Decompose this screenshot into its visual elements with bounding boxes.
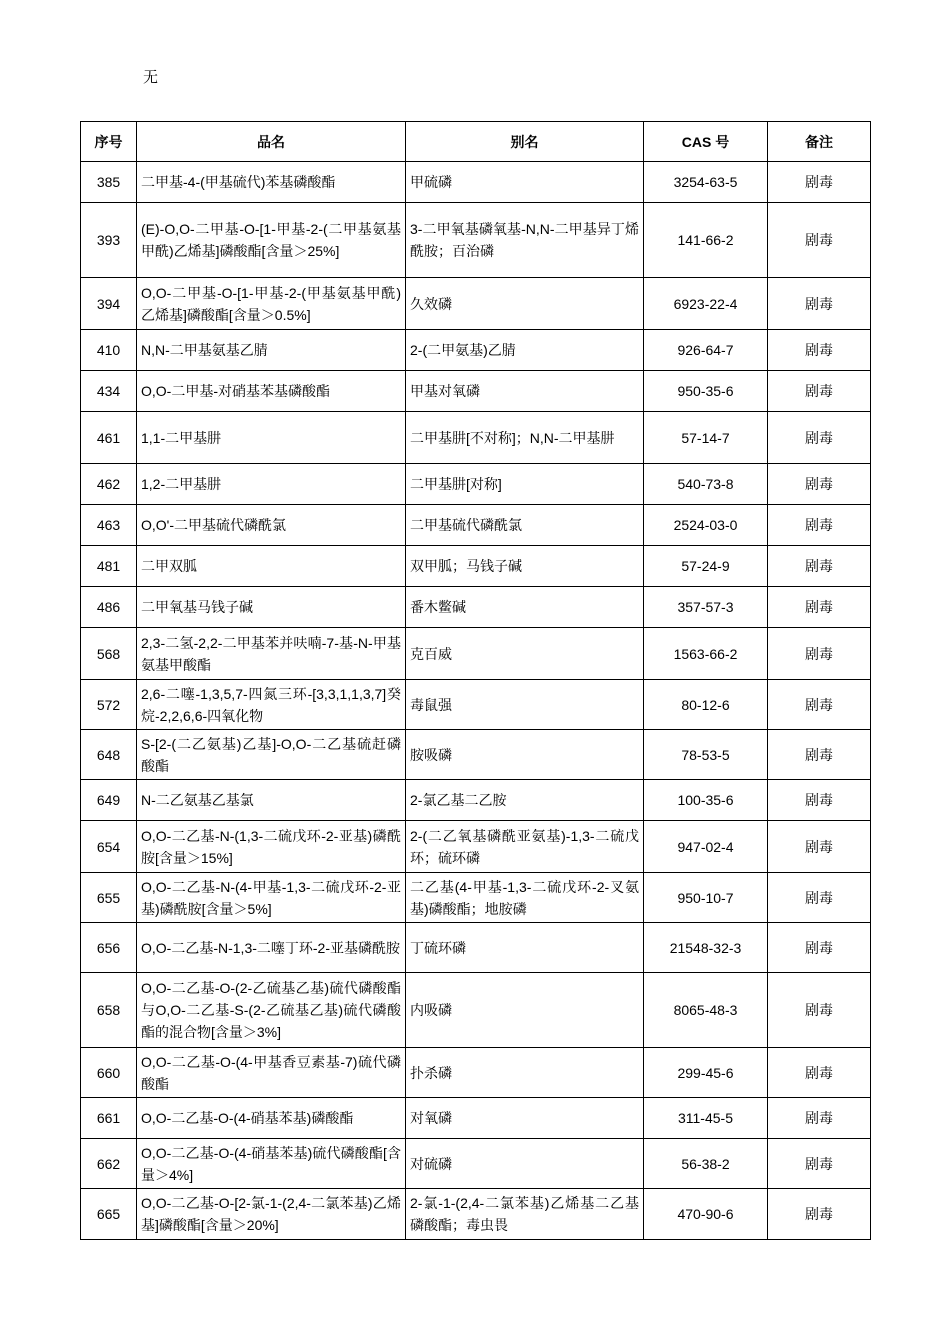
table-row: [81, 628, 871, 680]
cell-note: 剧毒: [768, 1139, 871, 1189]
cell-note: 剧毒: [768, 587, 871, 628]
cell-no: 393: [81, 203, 137, 278]
table-row: [81, 505, 871, 546]
cell-alias: 二乙基(4-甲基-1,3-二硫戊环-2-叉氨基)磷酸酯；地胺磷: [406, 873, 644, 923]
cell-note: 剧毒: [768, 730, 871, 780]
cell-note: 剧毒: [768, 412, 871, 464]
cell-note: 剧毒: [768, 873, 871, 923]
table-row: [81, 730, 871, 780]
chemical-table: [80, 121, 871, 1240]
cell-no: 461: [81, 412, 137, 464]
cell-name: 1,2-二甲基肼: [137, 464, 406, 505]
cell-alias: 对氧磷: [406, 1098, 644, 1139]
table-row: [81, 873, 871, 923]
cell-alias: 克百威: [406, 628, 644, 680]
header-note: 无: [143, 68, 159, 86]
cell-cas: 950-35-6: [644, 371, 768, 412]
table-row: [81, 1098, 871, 1139]
cell-name: O,O-二乙基-O-[2-氯-1-(2,4-二氯苯基)乙烯基]磷酸酯[含量＞20%]: [137, 1189, 406, 1240]
cell-note: 剧毒: [768, 923, 871, 973]
cell-note: 剧毒: [768, 464, 871, 505]
cell-note: 剧毒: [768, 780, 871, 821]
cell-name: O,O-二甲基-对硝基苯基磷酸酯: [137, 371, 406, 412]
table-row: [81, 203, 871, 278]
cell-no: 434: [81, 371, 137, 412]
cell-name: O,O-二乙基-O-(2-乙硫基乙基)硫代磷酸酯与O,O-二乙基-S-(2-乙硫基乙基)硫代磷酸酯的混合物[含量＞3%]: [137, 973, 406, 1048]
cell-note: 剧毒: [768, 162, 871, 203]
cell-note: 剧毒: [768, 330, 871, 371]
cell-name: S-[2-(二乙氨基)乙基]-O,O-二乙基硫赶磷酸酯: [137, 730, 406, 780]
table-row: [81, 330, 871, 371]
cell-name: N-二乙氨基乙基氯: [137, 780, 406, 821]
cell-note: 剧毒: [768, 203, 871, 278]
cell-name: O,O-二乙基-O-(4-硝基苯基)磷酸酯: [137, 1098, 406, 1139]
cell-cas: 1563-66-2: [644, 628, 768, 680]
cell-name: 二甲氧基马钱子碱: [137, 587, 406, 628]
cell-cas: 6923-22-4: [644, 278, 768, 330]
cell-cas: 470-90-6: [644, 1189, 768, 1240]
cell-no: 655: [81, 873, 137, 923]
cell-alias: 二甲基硫代磷酰氯: [406, 505, 644, 546]
cell-note: 剧毒: [768, 546, 871, 587]
cell-cas: 21548-32-3: [644, 923, 768, 973]
cell-cas: 950-10-7: [644, 873, 768, 923]
table-row: [81, 546, 871, 587]
column-header-cas: CAS 号: [644, 122, 768, 162]
table-row: [81, 1189, 871, 1240]
table-row: [81, 821, 871, 873]
cell-note: 剧毒: [768, 371, 871, 412]
cell-note: 剧毒: [768, 628, 871, 680]
cell-cas: 8065-48-3: [644, 973, 768, 1048]
cell-alias: 2-氯乙基二乙胺: [406, 780, 644, 821]
cell-alias: 丁硫环磷: [406, 923, 644, 973]
cell-no: 481: [81, 546, 137, 587]
cell-alias: 毒鼠强: [406, 680, 644, 730]
column-header-alias: 别名: [406, 122, 644, 162]
cell-alias: 甲基对氧磷: [406, 371, 644, 412]
cell-cas: 78-53-5: [644, 730, 768, 780]
cell-cas: 56-38-2: [644, 1139, 768, 1189]
cell-alias: 二甲基肼[对称]: [406, 464, 644, 505]
table-row: [81, 973, 871, 1048]
cell-name: O,O-二乙基-N-(4-甲基-1,3-二硫戊环-2-亚基)磷酰胺[含量＞5%]: [137, 873, 406, 923]
cell-no: 568: [81, 628, 137, 680]
cell-cas: 540-73-8: [644, 464, 768, 505]
cell-cas: 357-57-3: [644, 587, 768, 628]
cell-name: N,N-二甲基氨基乙腈: [137, 330, 406, 371]
cell-no: 486: [81, 587, 137, 628]
cell-cas: 80-12-6: [644, 680, 768, 730]
column-header-note: 备注: [768, 122, 871, 162]
cell-alias: 双甲胍；马钱子碱: [406, 546, 644, 587]
cell-cas: 57-14-7: [644, 412, 768, 464]
cell-alias: 3-二甲氧基磷氧基-N,N-二甲基异丁烯酰胺；百治磷: [406, 203, 644, 278]
cell-name: O,O-二乙基-N-1,3-二噻丁环-2-亚基磷酰胺: [137, 923, 406, 973]
cell-cas: 2524-03-0: [644, 505, 768, 546]
cell-cas: 311-45-5: [644, 1098, 768, 1139]
cell-alias: 番木鳖碱: [406, 587, 644, 628]
cell-name: 二甲双胍: [137, 546, 406, 587]
cell-no: 572: [81, 680, 137, 730]
cell-note: 剧毒: [768, 1098, 871, 1139]
cell-cas: 100-35-6: [644, 780, 768, 821]
table-row: [81, 587, 871, 628]
cell-no: 661: [81, 1098, 137, 1139]
cell-alias: 内吸磷: [406, 973, 644, 1048]
cell-note: 剧毒: [768, 973, 871, 1048]
table-row: [81, 162, 871, 203]
cell-name: O,O-二乙基-O-(4-硝基苯基)硫代磷酸酯[含量＞4%]: [137, 1139, 406, 1189]
cell-name: 2,6-二噻-1,3,5,7-四氮三环-[3,3,1,1,3,7]癸烷-2,2,6,6-四氧化物: [137, 680, 406, 730]
cell-no: 654: [81, 821, 137, 873]
cell-name: O,O'-二甲基硫代磷酰氯: [137, 505, 406, 546]
cell-note: 剧毒: [768, 821, 871, 873]
cell-alias: 甲硫磷: [406, 162, 644, 203]
table-row: [81, 1048, 871, 1098]
cell-alias: 对硫磷: [406, 1139, 644, 1189]
cell-name: O,O-二乙基-O-(4-甲基香豆素基-7)硫代磷酸酯: [137, 1048, 406, 1098]
cell-alias: 扑杀磷: [406, 1048, 644, 1098]
cell-note: 剧毒: [768, 680, 871, 730]
cell-alias: 2-(二乙氧基磷酰亚氨基)-1,3-二硫戊环；硫环磷: [406, 821, 644, 873]
table-row: [81, 278, 871, 330]
cell-no: 658: [81, 973, 137, 1048]
cell-no: 665: [81, 1189, 137, 1240]
cell-cas: 57-24-9: [644, 546, 768, 587]
cell-cas: 3254-63-5: [644, 162, 768, 203]
cell-note: 剧毒: [768, 1189, 871, 1240]
cell-note: 剧毒: [768, 278, 871, 330]
column-header-no: 序号: [81, 122, 137, 162]
cell-no: 394: [81, 278, 137, 330]
cell-note: 剧毒: [768, 505, 871, 546]
cell-no: 660: [81, 1048, 137, 1098]
cell-no: 649: [81, 780, 137, 821]
table-row: [81, 780, 871, 821]
cell-cas: 299-45-6: [644, 1048, 768, 1098]
cell-no: 385: [81, 162, 137, 203]
cell-no: 648: [81, 730, 137, 780]
table-row: [81, 371, 871, 412]
table-row: [81, 923, 871, 973]
table-row: [81, 680, 871, 730]
cell-name: O,O-二甲基-O-[1-甲基-2-(甲基氨基甲酰)乙烯基]磷酸酯[含量＞0.5%]: [137, 278, 406, 330]
cell-alias: 2-氯-1-(2,4-二氯苯基)乙烯基二乙基磷酸酯；毒虫畏: [406, 1189, 644, 1240]
table-row: [81, 1139, 871, 1189]
cell-no: 463: [81, 505, 137, 546]
cell-cas: 141-66-2: [644, 203, 768, 278]
column-header-name: 品名: [137, 122, 406, 162]
table-row: [81, 412, 871, 464]
cell-note: 剧毒: [768, 1048, 871, 1098]
cell-alias: 胺吸磷: [406, 730, 644, 780]
cell-name: 二甲基-4-(甲基硫代)苯基磷酸酯: [137, 162, 406, 203]
cell-no: 662: [81, 1139, 137, 1189]
table-header-row: [81, 122, 871, 162]
table-row: [81, 464, 871, 505]
cell-name: 2,3-二氢-2,2-二甲基苯并呋喃-7-基-N-甲基氨基甲酸酯: [137, 628, 406, 680]
cell-alias: 久效磷: [406, 278, 644, 330]
cell-alias: 二甲基肼[不对称]；N,N-二甲基肼: [406, 412, 644, 464]
cell-alias: 2-(二甲氨基)乙腈: [406, 330, 644, 371]
cell-no: 656: [81, 923, 137, 973]
cell-cas: 947-02-4: [644, 821, 768, 873]
cell-no: 410: [81, 330, 137, 371]
cell-no: 462: [81, 464, 137, 505]
cell-name: 1,1-二甲基肼: [137, 412, 406, 464]
cell-name: (E)-O,O-二甲基-O-[1-甲基-2-(二甲基氨基甲酰)乙烯基]磷酸酯[含量＞25%]: [137, 203, 406, 278]
cell-cas: 926-64-7: [644, 330, 768, 371]
cell-name: O,O-二乙基-N-(1,3-二硫戊环-2-亚基)磷酰胺[含量＞15%]: [137, 821, 406, 873]
